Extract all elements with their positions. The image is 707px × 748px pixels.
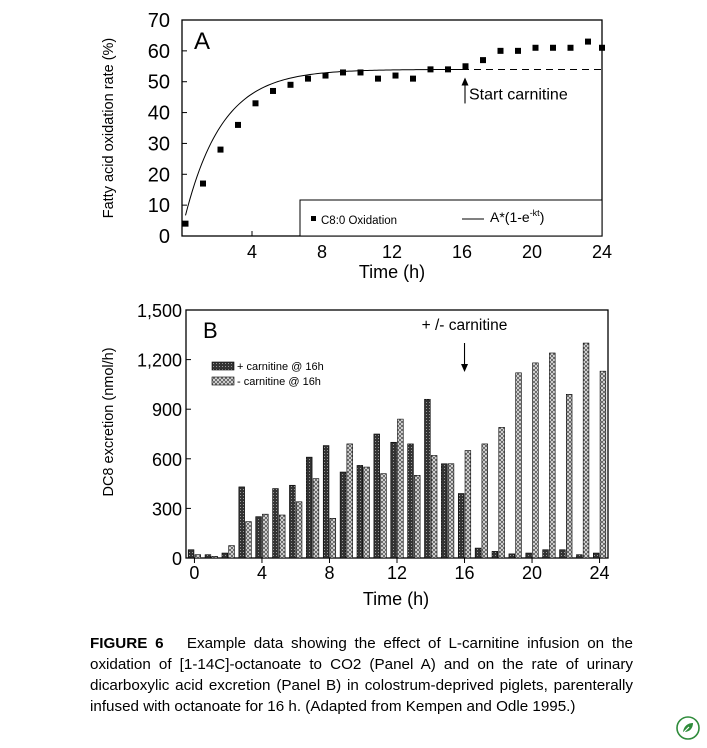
bar-minus-carnitine (431, 455, 437, 558)
panel-a-x-tick-label: 8 (316, 242, 328, 262)
panel-b-annotation-label: + /- carnitine (421, 317, 508, 334)
bar-plus-carnitine (576, 555, 582, 558)
panel-a-data-point (445, 66, 451, 72)
panel-b-y-tick-label: 1,200 (136, 350, 182, 371)
panel-b-x-tick-label: 20 (522, 563, 543, 583)
panel-a-data-point (200, 181, 206, 187)
panel-a-data-point (183, 221, 189, 227)
panel-a-xlabel: Time (h) (358, 262, 426, 282)
panel-a-data-point (428, 66, 434, 72)
bar-minus-carnitine (499, 427, 505, 558)
bar-plus-carnitine (391, 442, 397, 558)
bar-minus-carnitine (398, 419, 404, 558)
bar-plus-carnitine (441, 464, 447, 558)
bar-minus-carnitine (262, 514, 268, 558)
bar-minus-carnitine (482, 444, 488, 558)
panel-b-x-tick-label: 8 (324, 563, 335, 583)
panel-b-legend-plus-label: + carnitine @ 16h (237, 361, 324, 373)
panel-b-x-tick-label: 4 (256, 563, 267, 583)
bar-plus-carnitine (475, 548, 481, 558)
panel-a-data-point (568, 45, 574, 51)
panel-b-y-tick-label: 1,500 (136, 301, 182, 321)
panel-a-data-point (533, 45, 539, 51)
panel-b-y-tick-label: 900 (151, 400, 182, 421)
panel-a-data-point (410, 76, 416, 82)
bar-plus-carnitine (188, 550, 194, 558)
panel-a-x-tick-label: 4 (246, 242, 258, 262)
panel-a-data-point (340, 69, 346, 75)
panel-a-y-tick-label: 20 (147, 164, 170, 187)
panel-a-label: A (194, 28, 211, 55)
panel-a-data-point (393, 73, 399, 79)
bar-plus-carnitine (256, 517, 262, 558)
panel-a-x-tick-label: 12 (381, 242, 403, 262)
panel-b-x-tick-label: 0 (189, 563, 200, 583)
panel-a-data-point (375, 76, 381, 82)
bar-plus-carnitine (458, 494, 464, 558)
bar-plus-carnitine (340, 472, 346, 558)
panel-a-fit-curve (186, 69, 463, 215)
panel-a-y-tick-label: 60 (147, 40, 170, 63)
bar-minus-carnitine (330, 518, 336, 558)
bar-plus-carnitine (492, 551, 498, 558)
bar-plus-carnitine (425, 399, 431, 558)
panel-a-legend-points-label: C8:0 Oxidation (321, 215, 398, 227)
panel-a-data-point (235, 122, 241, 128)
bar-plus-carnitine (543, 550, 549, 558)
bar-minus-carnitine (566, 394, 572, 558)
bar-minus-carnitine (600, 371, 606, 558)
bar-plus-carnitine (222, 553, 228, 558)
bar-plus-carnitine (289, 485, 295, 558)
bar-minus-carnitine (212, 556, 218, 558)
panel-b-label: B (203, 318, 218, 343)
panel-a-y-tick-label: 0 (158, 226, 170, 248)
panel-a-data-point (323, 73, 329, 79)
bar-plus-carnitine (509, 554, 515, 558)
panel-a-data-point (288, 82, 294, 88)
bar-plus-carnitine (374, 434, 380, 558)
bar-minus-carnitine (448, 464, 454, 558)
bar-minus-carnitine (195, 555, 201, 558)
panel-a-data-point (358, 69, 364, 75)
bar-minus-carnitine (583, 343, 589, 558)
panel-a-legend (300, 200, 602, 236)
panel-a-y-tick-label: 50 (147, 71, 170, 94)
panel-a-annotation-label: Start carnitine (469, 86, 568, 104)
panel-a-x-tick-label: 16 (451, 242, 473, 262)
bar-plus-carnitine (239, 487, 245, 558)
panel-a-y-tick-label: 40 (147, 102, 170, 125)
panel-a-data-point (270, 88, 276, 94)
panel-b-y-tick-label: 0 (171, 549, 182, 569)
panel-a-y-tick-label: 10 (147, 195, 170, 218)
bar-minus-carnitine (516, 373, 522, 558)
bar-minus-carnitine (414, 475, 420, 558)
panel-b-x-tick-label: 24 (589, 563, 610, 583)
panel-a-data-point (305, 76, 311, 82)
legend-square-marker-icon (311, 216, 316, 221)
panel-b-annotation (422, 317, 508, 372)
panel-b-x-tick-label: 16 (454, 563, 475, 583)
panel-a-data-point (218, 147, 224, 153)
panel-a-data-point (480, 57, 486, 63)
bar-plus-carnitine (408, 444, 414, 558)
bar-minus-carnitine (347, 444, 353, 558)
panel-a-data-point (253, 100, 259, 106)
panel-b-legend (212, 361, 324, 388)
panel-a-data-point (585, 39, 591, 45)
panel-a-x-tick-label: 20 (521, 242, 543, 262)
panel-a-y-tick-label: 30 (147, 133, 170, 156)
panel-a-data-point (463, 63, 469, 69)
figure-caption-label: FIGURE 6 (90, 635, 164, 652)
bar-minus-carnitine (381, 474, 387, 558)
panel-b-frame (186, 310, 608, 558)
panel-a-ylabel: Fatty acid oxidation rate (%) (101, 37, 117, 219)
panel-b-y-tick-label: 300 (151, 499, 182, 520)
panel-b-chart (101, 301, 610, 609)
panel-b-legend-minus-label: - carnitine @ 16h (237, 376, 321, 388)
panel-a-legend-fit-label: $A*(1-e^{-kt})$ (490, 208, 545, 225)
bar-plus-carnitine (306, 457, 312, 558)
panel-a-annotation (462, 77, 568, 103)
legend-minus-carnitine-swatch (212, 377, 234, 385)
figure-caption-text: Example data showing the effect of L-carnitine infusion on the oxidation of [1-14C]-octanoate to CO2 (Panel A) and on the rate of urinary dicarboxylic acid excretion (Panel B) in colostrum-deprived piglets, parenterally infused with octanoate for 16 h. (Adapted from Kempen and Odle 1995.) (90, 635, 633, 715)
panel-b-x-tick-label: 12 (386, 563, 408, 583)
panel-a-chart (101, 10, 612, 282)
bar-minus-carnitine (296, 502, 302, 558)
bar-minus-carnitine (533, 363, 539, 558)
panel-a-data-point (515, 48, 521, 54)
bar-plus-carnitine (273, 489, 279, 558)
bar-minus-carnitine (465, 451, 471, 558)
figure-caption (90, 633, 633, 717)
bar-minus-carnitine (246, 522, 252, 558)
panel-a-arrow-head-icon (462, 77, 469, 85)
bar-plus-carnitine (323, 446, 329, 558)
bar-plus-carnitine (593, 553, 599, 558)
bar-minus-carnitine (279, 515, 285, 558)
panel-a-x-tick-label: 24 (591, 242, 613, 262)
panel-a-y-tick-label: 70 (147, 10, 170, 32)
bar-plus-carnitine (357, 465, 363, 558)
panel-b-xlabel: Time (h) (362, 589, 430, 609)
bar-plus-carnitine (526, 553, 532, 558)
publisher-leaf-logo-icon (676, 716, 700, 740)
legend-plus-carnitine-swatch (212, 362, 234, 370)
bar-plus-carnitine (560, 550, 566, 558)
panel-b-arrow-head-icon (461, 364, 468, 372)
bar-minus-carnitine (364, 467, 370, 558)
panel-b-ylabel: DC8 excretion (nmol/h) (101, 347, 117, 497)
panel-a-data-point (550, 45, 556, 51)
panel-b-y-tick-label: 600 (151, 449, 182, 470)
bar-minus-carnitine (313, 479, 319, 558)
bar-minus-carnitine (549, 353, 555, 558)
panel-a-data-point (599, 45, 605, 51)
panel-a-data-point (498, 48, 504, 54)
bar-minus-carnitine (229, 546, 235, 558)
bar-plus-carnitine (205, 555, 211, 558)
